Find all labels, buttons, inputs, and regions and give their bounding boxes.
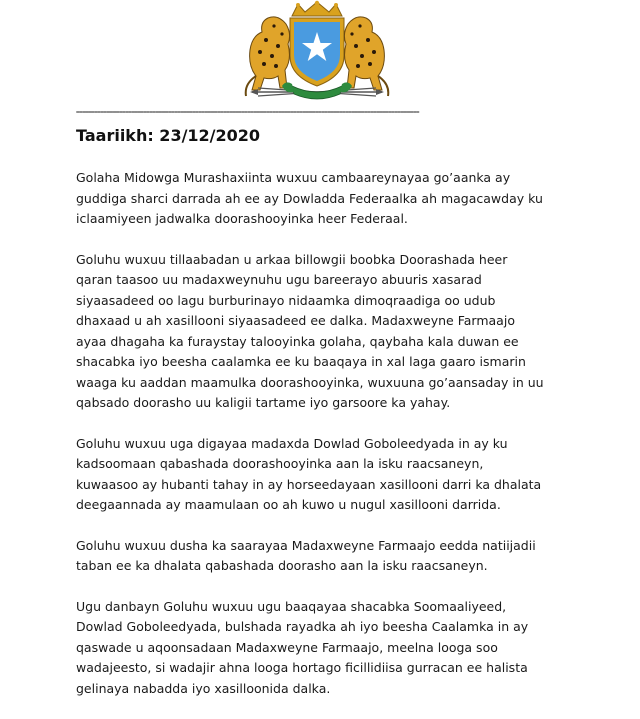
paragraph [76, 536, 596, 577]
text-line: Golaha Midowga Murashaxiinta wuxuu cambaareynayaa go’aanka ay [76, 170, 511, 185]
text-line: kuwaasoo ay hubanti tahay in ay horseedayaan xasillooni darri ka dhalata [76, 476, 542, 492]
statement-body [76, 168, 596, 719]
paragraph [76, 597, 596, 700]
text-line: qaswade u aqoonsadaan Madaxweyne Farmaajo, meelna looga soo [76, 639, 498, 655]
paragraph [76, 168, 596, 230]
text-line: Goluhu wuxuu dusha ka saarayaa Madaxweyne Farmaajo eedda natiijadii [76, 537, 536, 553]
paragraph [76, 434, 596, 516]
text-line: shacabka iyo beesha caalamka ee ku baaqaya in xal laga gaaro ismarin [76, 354, 526, 369]
text-line: siyaasadeed oo lagu burburinayo nidaamka dimoqraadiga oo udub [76, 292, 496, 308]
somalia-coat-of-arms-icon [222, 0, 412, 104]
text-line: Goluhu wuxuu uga digayaa madaxda Dowlad Goboleedyada in ay ku [76, 435, 508, 451]
text-line: iclaamiyeen jadwalka doorashooyinka heer Federaal. [76, 211, 408, 226]
shield-icon [290, 18, 344, 86]
text-line: waaga ku aaddan maamulka doorashooyinka, wuxuuna go’aansaday in uu [76, 374, 544, 390]
text-line: Ugu danbayn Goluhu wuxuu ugu baaqayaa shacabka Soomaaliyeed, [76, 598, 507, 614]
text-line: guddiga sharci darrada ah ee ay Dowladda Federaalka ah magacawday ku [76, 190, 543, 206]
text-line: ayaa dhagaha ka furaystay talooyinka golaha, qaybaha kala duwan ee [76, 333, 519, 349]
text-line: qabsado doorasho uu kaligii tartame iyo garsoore ka yahay. [76, 395, 451, 410]
text-line: qaran taasoo uu madaxweynuhu ugu bareerayo abuuris xasarad [76, 272, 482, 287]
date-heading: Taariikh: 23/12/2020 [76, 126, 261, 145]
right-leopard-icon [344, 17, 388, 96]
crown-icon [292, 1, 342, 16]
text-line: Dowlad Goboleedyada, bulshada rayadka ah iyo beesha Caalamka in ay [76, 619, 529, 634]
separator-rule: ================================================================================================================ [76, 110, 419, 116]
text-line: deegaannada ay maamulaan oo ah kuwo u nugul xasillooni darrida. [76, 497, 501, 512]
text-line: taban ee ka dhalata qabashada doorasho aan la isku raacsaneyn. [76, 558, 488, 573]
text-line: dhaxaad u ah xasillooni siyaasadeed ee dalka. Madaxweyne Farmaajo [76, 313, 515, 328]
paragraph [76, 250, 596, 414]
text-line: kadsoomaan qabashada doorashooyinka aan la isku raacsaneyn, [76, 456, 484, 471]
text-line: gelinaya nabadda iyo xasilloonida dalka. [76, 680, 331, 696]
left-leopard-icon [246, 17, 290, 96]
text-line: Goluhu wuxuu tillaabadan u arkaa billowgii boobka Doorashada heer [76, 251, 508, 267]
text-line: wadajeesto, si wadajir ahna looga hortago ficillidiisa gurracan ee halista [76, 660, 528, 675]
